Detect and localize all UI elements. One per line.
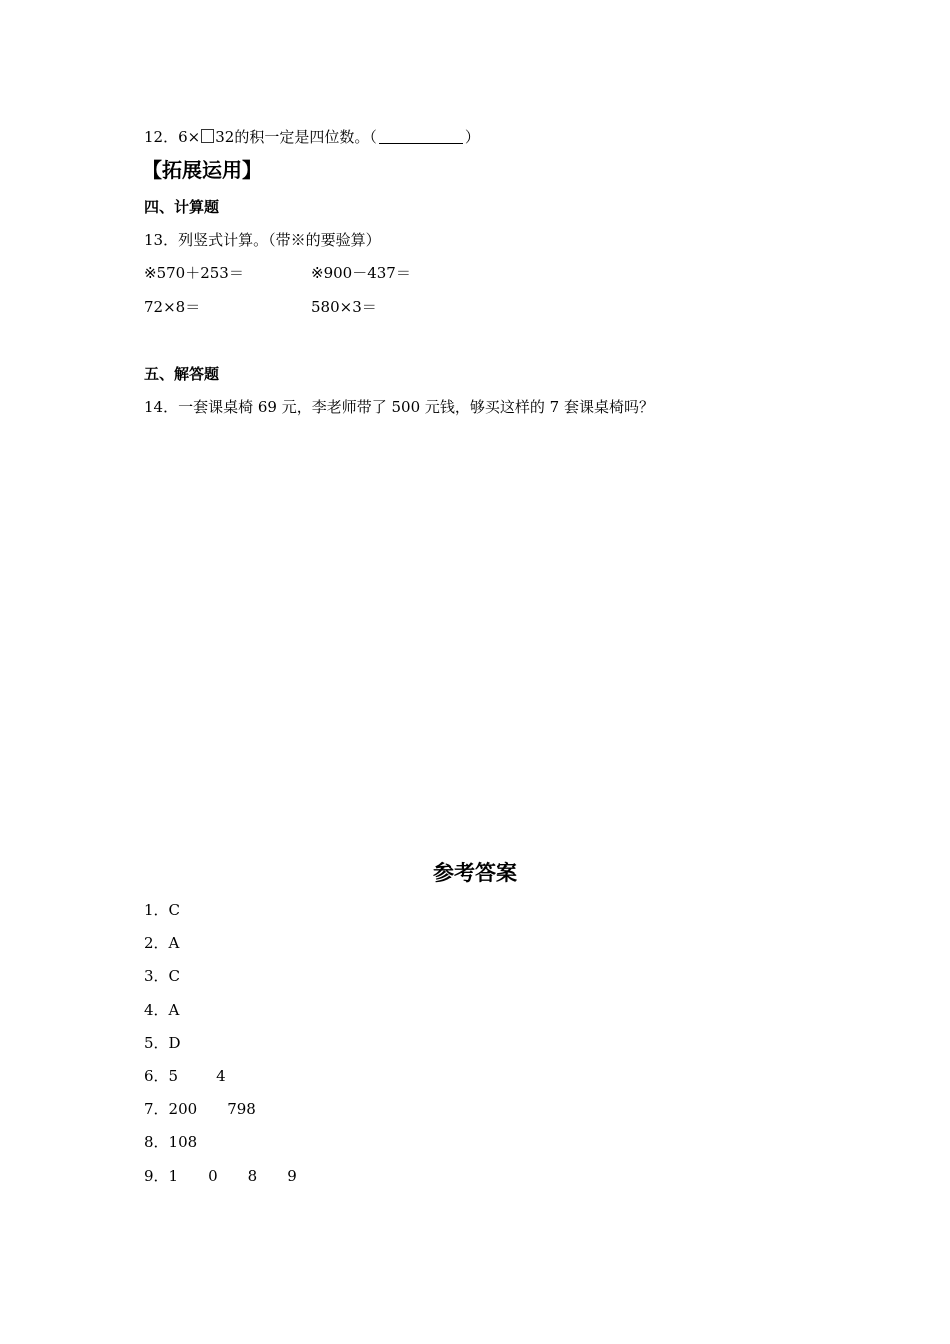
answer-value: 0 — [208, 1167, 218, 1185]
answer-value: 108 — [168, 1133, 198, 1151]
answer-row — [144, 1132, 197, 1152]
answer-number: 5． — [144, 1034, 169, 1052]
answer-number: 4． — [144, 1001, 169, 1019]
paren-close: ） — [464, 128, 480, 146]
answer-value: 5 — [168, 1067, 179, 1085]
question-number: 12． — [144, 128, 179, 146]
answer-row — [144, 933, 179, 953]
calc-item: ※900－437＝ — [311, 264, 411, 282]
answer-number: 9． — [144, 1167, 169, 1185]
answer-value: 200 — [168, 1100, 198, 1118]
calc-item: 580×3＝ — [311, 298, 377, 316]
answer-number: 8． — [144, 1133, 169, 1151]
answer-value: 8 — [247, 1167, 258, 1185]
answer-number: 1． — [144, 901, 169, 919]
answer-value: 9 — [287, 1167, 297, 1185]
section-heading-five: 五、解答题 — [144, 365, 220, 383]
question-text: 的积一定是四位数。（ — [234, 128, 377, 146]
answer-number: 3． — [144, 967, 169, 985]
question-14: 14．一套课桌椅 69 元，李老师带了 500 元钱，够买这样的 7 套课桌椅吗？ — [144, 398, 654, 416]
answer-row — [144, 1000, 179, 1020]
answer-value: 798 — [227, 1100, 256, 1118]
answer-value: C — [168, 967, 181, 985]
blank-box-icon — [201, 129, 214, 143]
answer-value: C — [168, 901, 181, 919]
question-13-prompt: 13．列竖式计算。（带※的要验算） — [144, 231, 381, 249]
question-12 — [144, 127, 480, 147]
answer-value: 4 — [216, 1067, 226, 1085]
section-heading-extend: 【拓展运用】 — [142, 158, 262, 182]
calc-item: 72×8＝ — [144, 298, 201, 316]
answer-row — [144, 966, 180, 986]
answer-row — [144, 1099, 256, 1119]
calc-item: ※570＋253＝ — [144, 264, 244, 282]
answer-row — [144, 1033, 181, 1053]
expression-left: 6× — [178, 128, 201, 146]
answer-number: 6． — [144, 1067, 169, 1085]
answer-number: 7． — [144, 1100, 169, 1118]
answer-value: D — [168, 1034, 181, 1052]
answers-title: 参考答案 — [433, 860, 517, 885]
expression-right: 32 — [215, 128, 235, 146]
answer-number: 2． — [144, 934, 169, 952]
section-heading-four: 四、计算题 — [144, 198, 220, 216]
answer-value: A — [168, 934, 180, 952]
answer-row — [144, 1166, 297, 1186]
answer-value: A — [168, 1001, 180, 1019]
answer-row — [144, 1066, 226, 1086]
answer-blank[interactable] — [379, 129, 463, 144]
answer-row — [144, 900, 180, 920]
answer-value: 1 — [168, 1167, 179, 1185]
